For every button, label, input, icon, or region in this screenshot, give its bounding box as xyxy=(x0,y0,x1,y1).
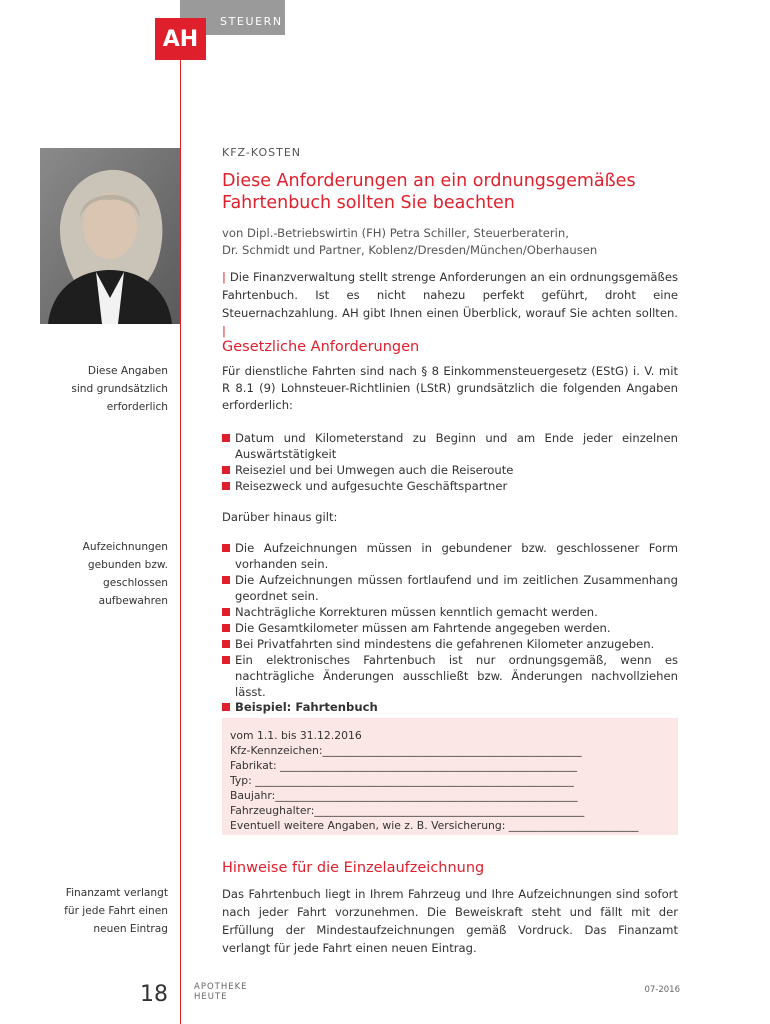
brand-line-2: HEUTE xyxy=(194,992,228,1002)
example-form xyxy=(230,728,660,833)
list-item: Die Aufzeichnungen müssen in gebundener bzw. geschlossener Form vorhanden sein. xyxy=(222,540,678,572)
list-item: Bei Privatfahrten sind mindestens die gefahrenen Kilometer anzugeben. xyxy=(222,636,678,652)
example-square-icon xyxy=(222,703,230,711)
example-line: Kfz-Kennzeichen:________________________________________________ xyxy=(230,744,582,757)
example-line: Eventuell weitere Angaben, wie z. B. Versicherung: ________________________ xyxy=(230,819,639,832)
example-line: Baujahr:________________________________________________________ xyxy=(230,789,578,802)
example-line: Fahrzeughalter:__________________________________________________ xyxy=(230,804,585,817)
publication-brand xyxy=(194,982,248,1002)
margin-note-required xyxy=(40,362,168,416)
margin-note-line: sind grundsätzlich xyxy=(71,383,168,395)
additional-rules-intro: Darüber hinaus gilt: xyxy=(222,510,338,524)
section-label: STEUERN xyxy=(220,15,283,28)
list-item: Nachträgliche Korrekturen müssen kenntlich gemacht werden. xyxy=(222,604,678,620)
additional-rules-list xyxy=(222,540,678,700)
article-byline xyxy=(222,225,682,259)
bullet-square-icon xyxy=(222,656,230,664)
margin-note-line: neuen Eintrag xyxy=(93,923,168,935)
margin-note-line: erforderlich xyxy=(106,401,168,413)
bullet-square-icon xyxy=(222,576,230,584)
teaser-text: Die Finanzverwaltung stellt strenge Anforderungen an ein ordnungsgemäßes Fahrtenbuch. Ist es nicht nahezu perfekt geführt, droht eine Steuernachzahlung. AH gibt Ihnen einen Überblick, worauf Sie achten sollten. xyxy=(222,270,679,320)
teaser-end-mark: | xyxy=(222,324,226,338)
ah-logo: AH xyxy=(155,18,206,60)
author-photo xyxy=(40,148,180,324)
margin-note-line: aufbewahren xyxy=(98,595,168,607)
section-heading-notes: Hinweise für die Einzelaufzeichnung xyxy=(222,860,485,876)
bullet-square-icon xyxy=(222,624,230,632)
bullet-square-icon xyxy=(222,544,230,552)
example-line: Typ: ___________________________________________________________ xyxy=(230,774,574,787)
margin-note-line: Aufzeichnungen xyxy=(82,541,168,553)
bullet-square-icon xyxy=(222,466,230,474)
margin-note-line: geschlossen xyxy=(103,577,168,589)
example-line: Fabrikat: _______________________________________________________ xyxy=(230,759,578,772)
issue-date: 07-2016 xyxy=(644,985,680,995)
bullet-square-icon xyxy=(222,608,230,616)
section-intro: Für dienstliche Fahrten sind nach § 8 Einkommensteuergesetz (EStG) i. V. mit R 8.1 (9) Lohnsteuer-Richtlinien (LStR) grundsätzlich die folgenden Angaben erforderlich: xyxy=(222,364,678,412)
section-heading-legal: Gesetzliche Anforderungen xyxy=(222,339,420,355)
teaser-start-mark: | xyxy=(222,270,230,284)
bullet-square-icon xyxy=(222,482,230,490)
margin-note-line: Diese Angaben xyxy=(87,365,168,377)
article-teaser xyxy=(222,268,678,340)
page-number: 18 xyxy=(140,982,168,1007)
margin-note-line: gebunden bzw. xyxy=(87,559,168,571)
list-item: Datum und Kilometerstand zu Beginn und am Ende jeder einzelnen Auswärtstätigkeit xyxy=(222,430,678,462)
margin-note-records xyxy=(40,538,168,610)
byline-line-2: Dr. Schmidt und Partner, Koblenz/Dresden/München/Oberhausen xyxy=(222,243,598,257)
example-line: vom 1.1. bis 31.12.2016 xyxy=(230,729,362,742)
list-item: Ein elektronisches Fahrtenbuch ist nur ordnungsgemäß, wenn es nachträgliche Änderungen ausschließt bzw. Änderungen nachvollziehen lässt. xyxy=(222,652,678,700)
bullet-square-icon xyxy=(222,640,230,648)
list-item: Reisezweck und aufgesuchte Geschäftspartner xyxy=(222,478,678,494)
margin-note-line: Finanzamt verlangt xyxy=(65,887,168,899)
article-headline: Diese Anforderungen an ein ordnungsgemäßes Fahrtenbuch sollten Sie beachten xyxy=(222,171,636,213)
byline-line-1: von Dipl.-Betriebswirtin (FH) Petra Schiller, Steuerberaterin, xyxy=(222,226,569,240)
list-item: Reiseziel und bei Umwegen auch die Reiseroute xyxy=(222,462,678,478)
margin-note-line: für jede Fahrt einen xyxy=(64,905,168,917)
required-items-list xyxy=(222,430,678,494)
bullet-square-icon xyxy=(222,434,230,442)
list-item: Die Aufzeichnungen müssen fortlaufend und im zeitlichen Zusammenhang geordnet sein. xyxy=(222,572,678,604)
vertical-divider-line xyxy=(180,0,181,1024)
brand-line-1: APOTHEKE xyxy=(194,982,248,992)
article-kicker: KFZ-KOSTEN xyxy=(222,146,302,159)
list-item: Die Gesamtkilometer müssen am Fahrtende angegeben werden. xyxy=(222,620,678,636)
margin-note-tax-office xyxy=(40,884,168,938)
section2-text: Das Fahrtenbuch liegt in Ihrem Fahrzeug und Ihre Aufzeichnungen sind sofort nach jeder Fahrt vorzunehmen. Die Beweiskraft steht und fällt mit der Erfüllung der Mindestaufzeichnungen gemäß Vordruck. Das Finanzamt verlangt für jede Fahrt einen neuen Eintrag. xyxy=(222,887,678,955)
example-title: Beispiel: Fahrtenbuch xyxy=(235,700,378,714)
